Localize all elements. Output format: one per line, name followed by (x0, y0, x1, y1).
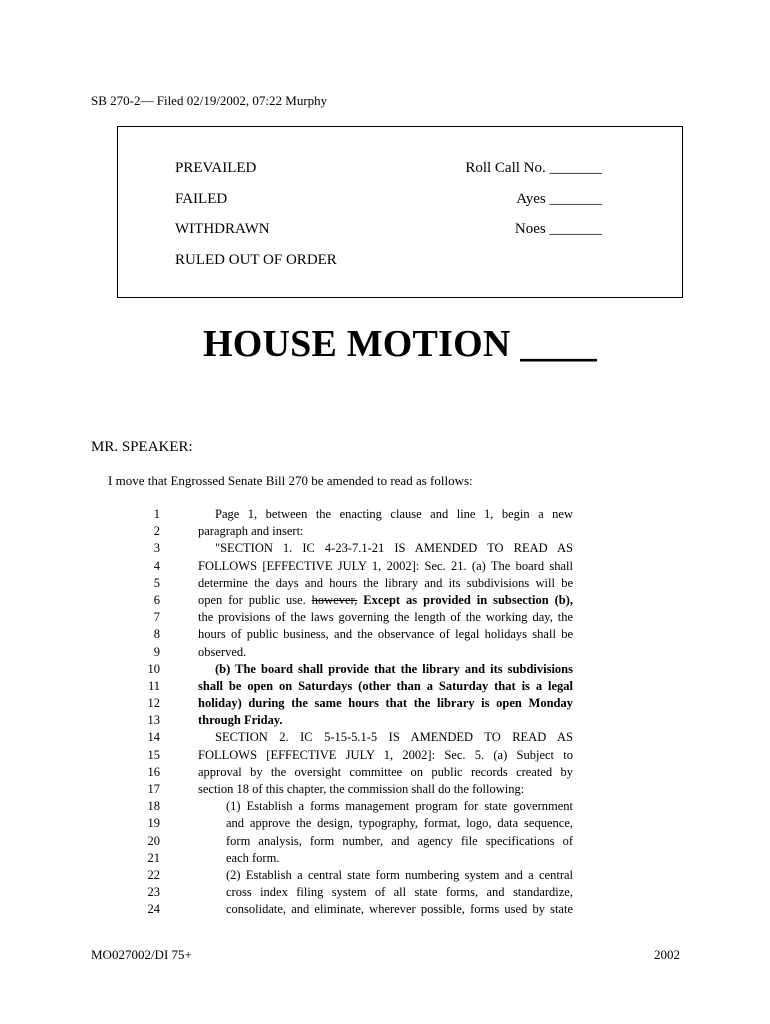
motion-intro: I move that Engrossed Senate Bill 270 be amended to read as follows: (108, 473, 473, 488)
struck-text: however, (311, 592, 358, 607)
line-number: 13 (147, 713, 160, 728)
line-text: SECTION 2. IC 5-15-5.1-5 IS AMENDED TO READ AS (215, 730, 573, 745)
line-text: hours of public business, and the observance of legal holidays shall be (198, 627, 573, 642)
line-text: each form. (226, 850, 280, 865)
line-text: FOLLOWS [EFFECTIVE JULY 1, 2002]: Sec. 5. (a) Subject to (198, 747, 573, 762)
document-year: 2002 (654, 947, 680, 962)
line-text: (1) Establish a forms management program for state government (226, 799, 573, 814)
line-number: 6 (153, 592, 160, 607)
line-text (198, 592, 573, 609)
line-number: 16 (147, 764, 160, 779)
line-text: observed. (198, 644, 247, 659)
line-number: 21 (147, 850, 160, 865)
salutation: MR. SPEAKER: (91, 439, 193, 455)
outcome-failed: FAILED (175, 190, 228, 207)
line-text: form analysis, form number, and agency file specifications of (226, 833, 573, 848)
line-number: 1 (153, 507, 160, 521)
line-text: section 18 of this chapter, the commission shall do the following: (198, 782, 525, 796)
outcome-ruled-out: RULED OUT OF ORDER (175, 251, 337, 268)
document-code: MO027002/DI 75+ (91, 947, 192, 962)
line-text: "SECTION 1. IC 4-23-7.1-21 IS AMENDED TO READ AS (215, 541, 573, 556)
line-number: 5 (153, 575, 160, 590)
inserted-text: shall be open on Saturdays (other than a Saturday that is a legal (198, 678, 573, 693)
line-text: and approve the design, typography, format, logo, data sequence, (226, 816, 573, 831)
motion-title: HOUSE MOTION ____ (203, 323, 597, 365)
line-number: 10 (147, 661, 160, 676)
line-number: 14 (147, 730, 160, 745)
line-number: 11 (147, 678, 160, 693)
noes-count: Noes _______ (514, 221, 602, 237)
line-text: the provisions of the laws governing the length of the working day, the (198, 610, 573, 625)
ayes-count: Ayes _______ (516, 190, 602, 207)
line-text: consolidate, and eliminate, wherever possible, forms used by state (226, 902, 573, 917)
vote-outcomes (175, 159, 337, 281)
line-text: determine the days and hours the library and its subdivisions will be (198, 575, 573, 590)
line-text: Page 1, between the enacting clause and line 1, begin a new (215, 507, 573, 521)
inserted-text: (b) The board shall provide that the library and its subdivisions (215, 661, 573, 676)
line-number: 20 (147, 833, 160, 848)
line-number: 17 (147, 782, 160, 796)
line-text: approval by the oversight committee on public records created by (198, 764, 573, 779)
outcome-withdrawn: WITHDRAWN (175, 221, 270, 237)
line-text: cross index filing system of all state forms, and standardize, (226, 885, 573, 900)
line-number: 2 (153, 524, 160, 539)
inserted-text: through Friday. (198, 713, 283, 728)
inserted-text: holiday) during the same hours that the library is open Monday (198, 696, 573, 711)
line-number: 4 (153, 558, 160, 573)
line-number: 9 (153, 644, 160, 659)
line-number: 8 (153, 627, 160, 642)
line-number: 3 (153, 541, 160, 556)
line-number: 22 (147, 867, 160, 882)
line-text: paragraph and insert: (198, 524, 304, 539)
line-number: 24 (147, 902, 160, 917)
inserted-text: Except as provided in subsection (b), (357, 592, 573, 607)
line-text: (2) Establish a central state form numbering system and a central (226, 867, 573, 882)
document-header: SB 270-2— Filed 02/19/2002, 07:22 Murphy (91, 93, 328, 108)
line-text: FOLLOWS [EFFECTIVE JULY 1, 2002]: Sec. 21. (a) The board shall (198, 558, 573, 573)
line-number: 12 (147, 696, 160, 711)
line-number: 19 (147, 816, 160, 831)
line-number: 23 (147, 885, 160, 900)
plain-text: open for public use. (198, 592, 312, 607)
vote-tally (465, 159, 602, 251)
line-number: 7 (153, 610, 160, 625)
line-number: 18 (147, 799, 160, 814)
line-number: 15 (147, 747, 160, 762)
outcome-prevailed: PREVAILED (175, 160, 257, 176)
roll-call-number: Roll Call No. _______ (465, 160, 602, 176)
vote-box (117, 126, 683, 298)
